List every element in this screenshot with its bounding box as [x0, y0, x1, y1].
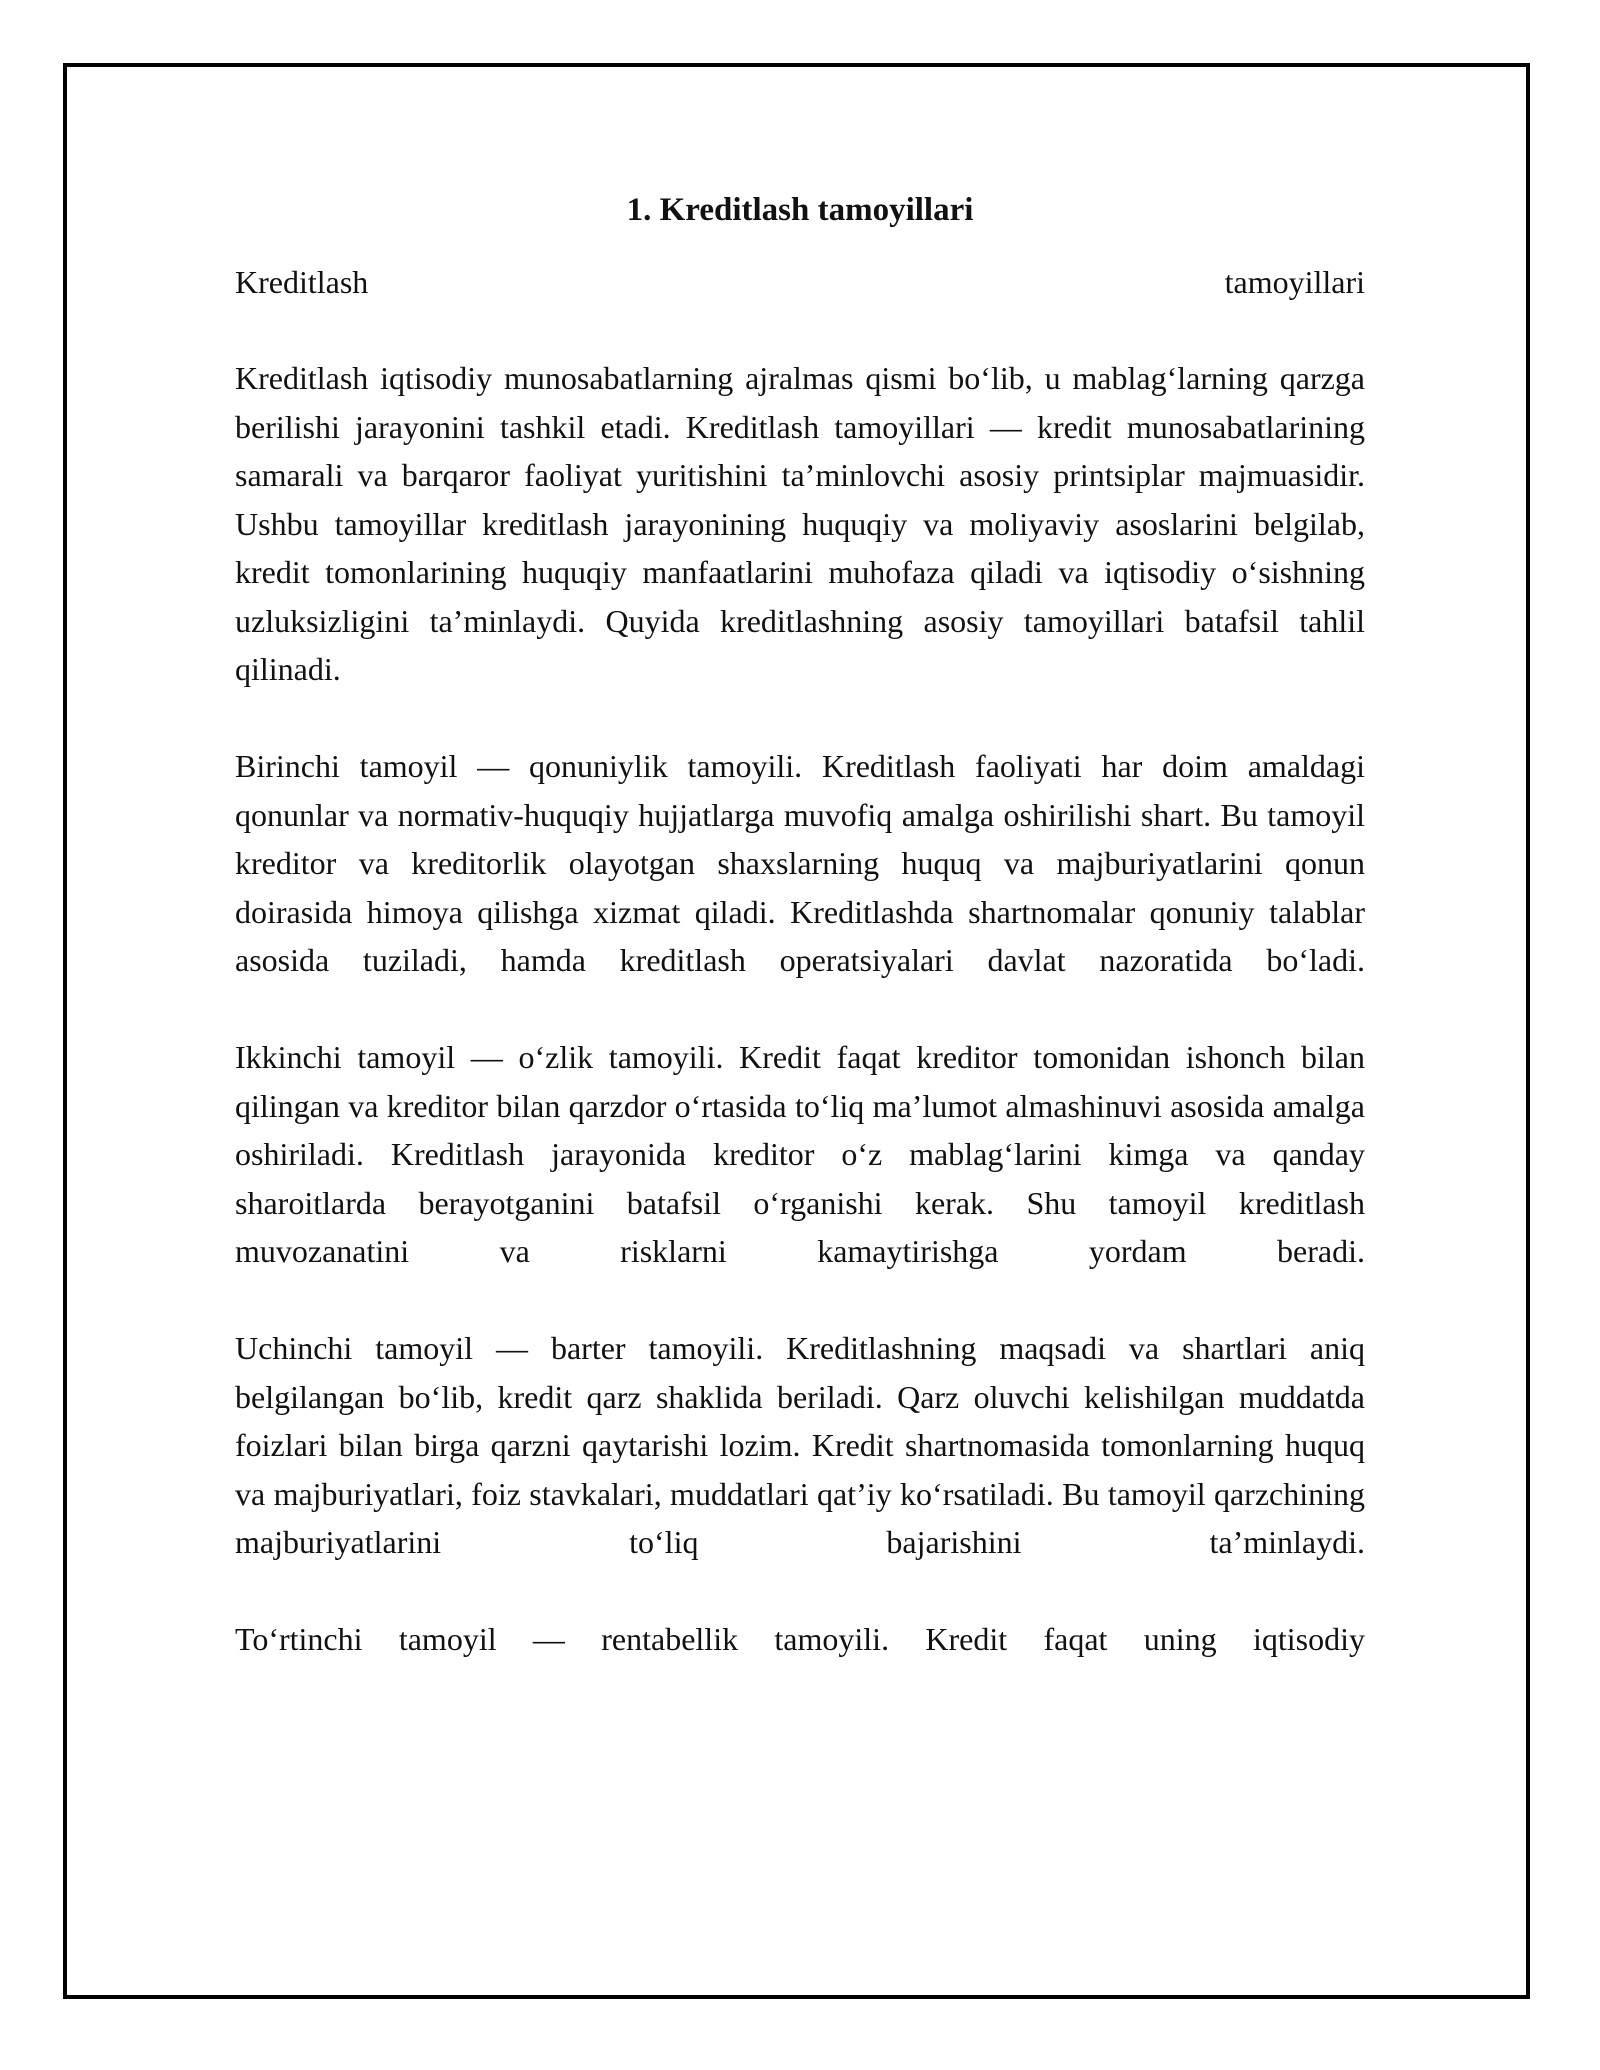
document-body	[235, 186, 1365, 1712]
document-title: 1. Kreditlash tamoyillari	[626, 192, 974, 228]
paragraph-first-principle: Birinchi tamoyil — qonuniylik tamoyili. Kreditlash faoliyati har doim amaldagi qonunlar va normativ-huquqiy hujjatlarga muvofiq amalga oshirilishi shart. Bu tamoyil kreditor va kreditorlik olayotgan shaxslarning huquq va majburiyatlarini qonun doirasida himoya qilishga xizmat qiladi. Kreditlashda shartnomalar qonuniy talablar asosida tuziladi, hamda kreditlash operatsiyalari davlat nazoratida bo‘ladi.	[235, 748, 1365, 978]
paragraph-second-principle: Ikkinchi tamoyil — o‘zlik tamoyili. Kredit faqat kreditor tomonidan ishonch bilan qilingan va kreditor bilan qarzdor o‘rtasida to‘liq ma’lumot almashinuvi asosida amalga oshiriladi. Kreditlash jarayonida kreditor o‘z mablag‘larini kimga va qanday sharoitlarda berayotganini batafsil o‘rganishi kerak. Shu tamoyil kreditlash muvozanatini va risklarni kamaytirishga yordam beradi.	[235, 1039, 1365, 1269]
document-subtitle: Kreditlash tamoyillari	[235, 264, 1365, 300]
paragraph-introduction: Kreditlash iqtisodiy munosabatlarning ajralmas qismi bo‘lib, u mablag‘larning qarzga berilishi jarayonini tashkil etadi. Kreditlash tamoyillari — kredit munosabatlarining samarali va barqaror faoliyat yuritishini ta’minlovchi asosiy printsiplar majmuasidir. Ushbu tamoyillar kreditlash jarayonining huquqiy va moliyaviy asoslarini belgilab, kredit tomonlarining huquqiy manfaatlarini muhofaza qiladi va iqtisodiy o‘sishning uzluksizligini ta’minlaydi. Quyida kreditlashning asosiy tamoyillari batafsil tahlil qilinadi.	[235, 360, 1365, 687]
paragraph-fourth-principle: To‘rtinchi tamoyil — rentabellik tamoyili. Kredit faqat uning iqtisodiy	[235, 1621, 1365, 1657]
paragraph-third-principle: Uchinchi tamoyil — barter tamoyili. Kreditlashning maqsadi va shartlari aniq belgilangan bo‘lib, kredit qarz shaklida beriladi. Qarz oluvchi kelishilgan muddatda foizlari bilan birga qarzni qaytarishi lozim. Kredit shartnomasida tomonlarning huquq va majburiyatlari, foiz stavkalari, muddatlari qat’iy ko‘rsatiladi. Bu tamoyil qarzchining majburiyatlarini to‘liq bajarishini ta’minlaydi.	[235, 1330, 1365, 1560]
